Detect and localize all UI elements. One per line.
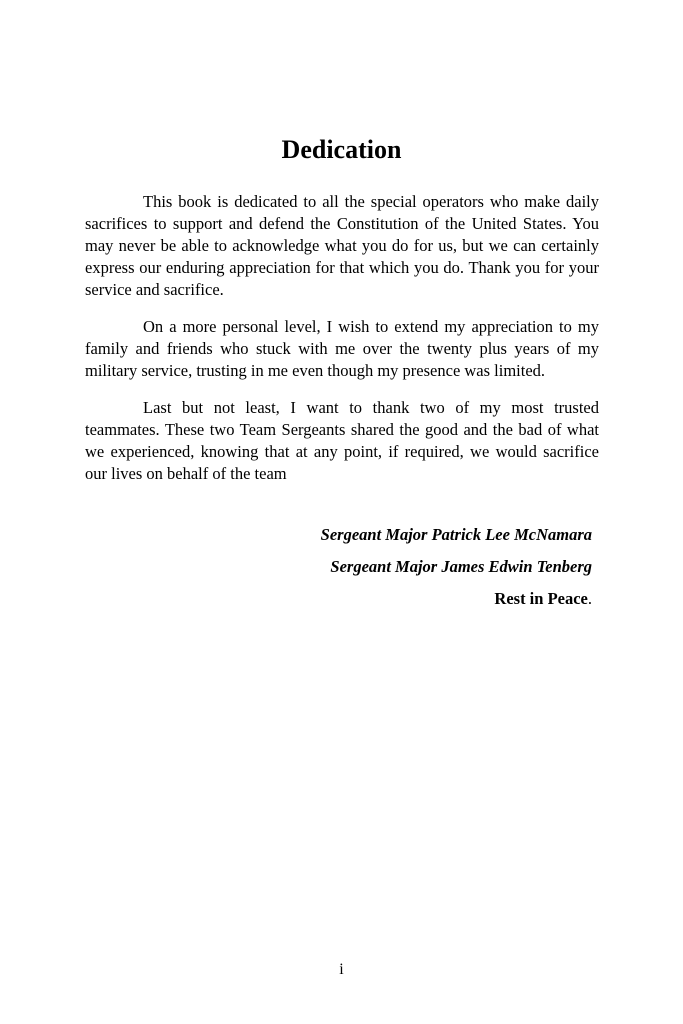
page-number: i (339, 961, 344, 978)
closing-punctuation: . (587, 589, 592, 608)
dedication-paragraph-2: On a more personal level, I wish to extend my appreciation to my family and friends who stuck with me over the twenty plus years of my military service, trusting in me even though my presence was limited. (85, 317, 599, 380)
dedication-paragraph-1: This book is dedicated to all the special operators who make daily sacrifices to support and defend the Constitution of the United States. You may never be able to acknowledge what you do for us, but we can certainly express our enduring appreciation for that which you do. Thank you for your service and sacrifice. (85, 192, 599, 299)
closing-line (85, 583, 592, 615)
dedication-paragraph-3: Last but not least, I want to thank two of my most trusted teammates. These two Team Sergeants shared the good and the bad of what we experienced, knowing that at any point, if required, we would sacrifice our lives on behalf of the team (85, 398, 599, 483)
signature-mcnamara: Sergeant Major Patrick Lee McNamara (320, 525, 592, 544)
signature-tenberg: Sergeant Major James Edwin Tenberg (330, 557, 592, 576)
closing-text: Rest in Peace (494, 589, 588, 608)
dedication-body (85, 191, 599, 500)
page-title: Dedication (281, 135, 402, 164)
signature-block (85, 519, 592, 615)
